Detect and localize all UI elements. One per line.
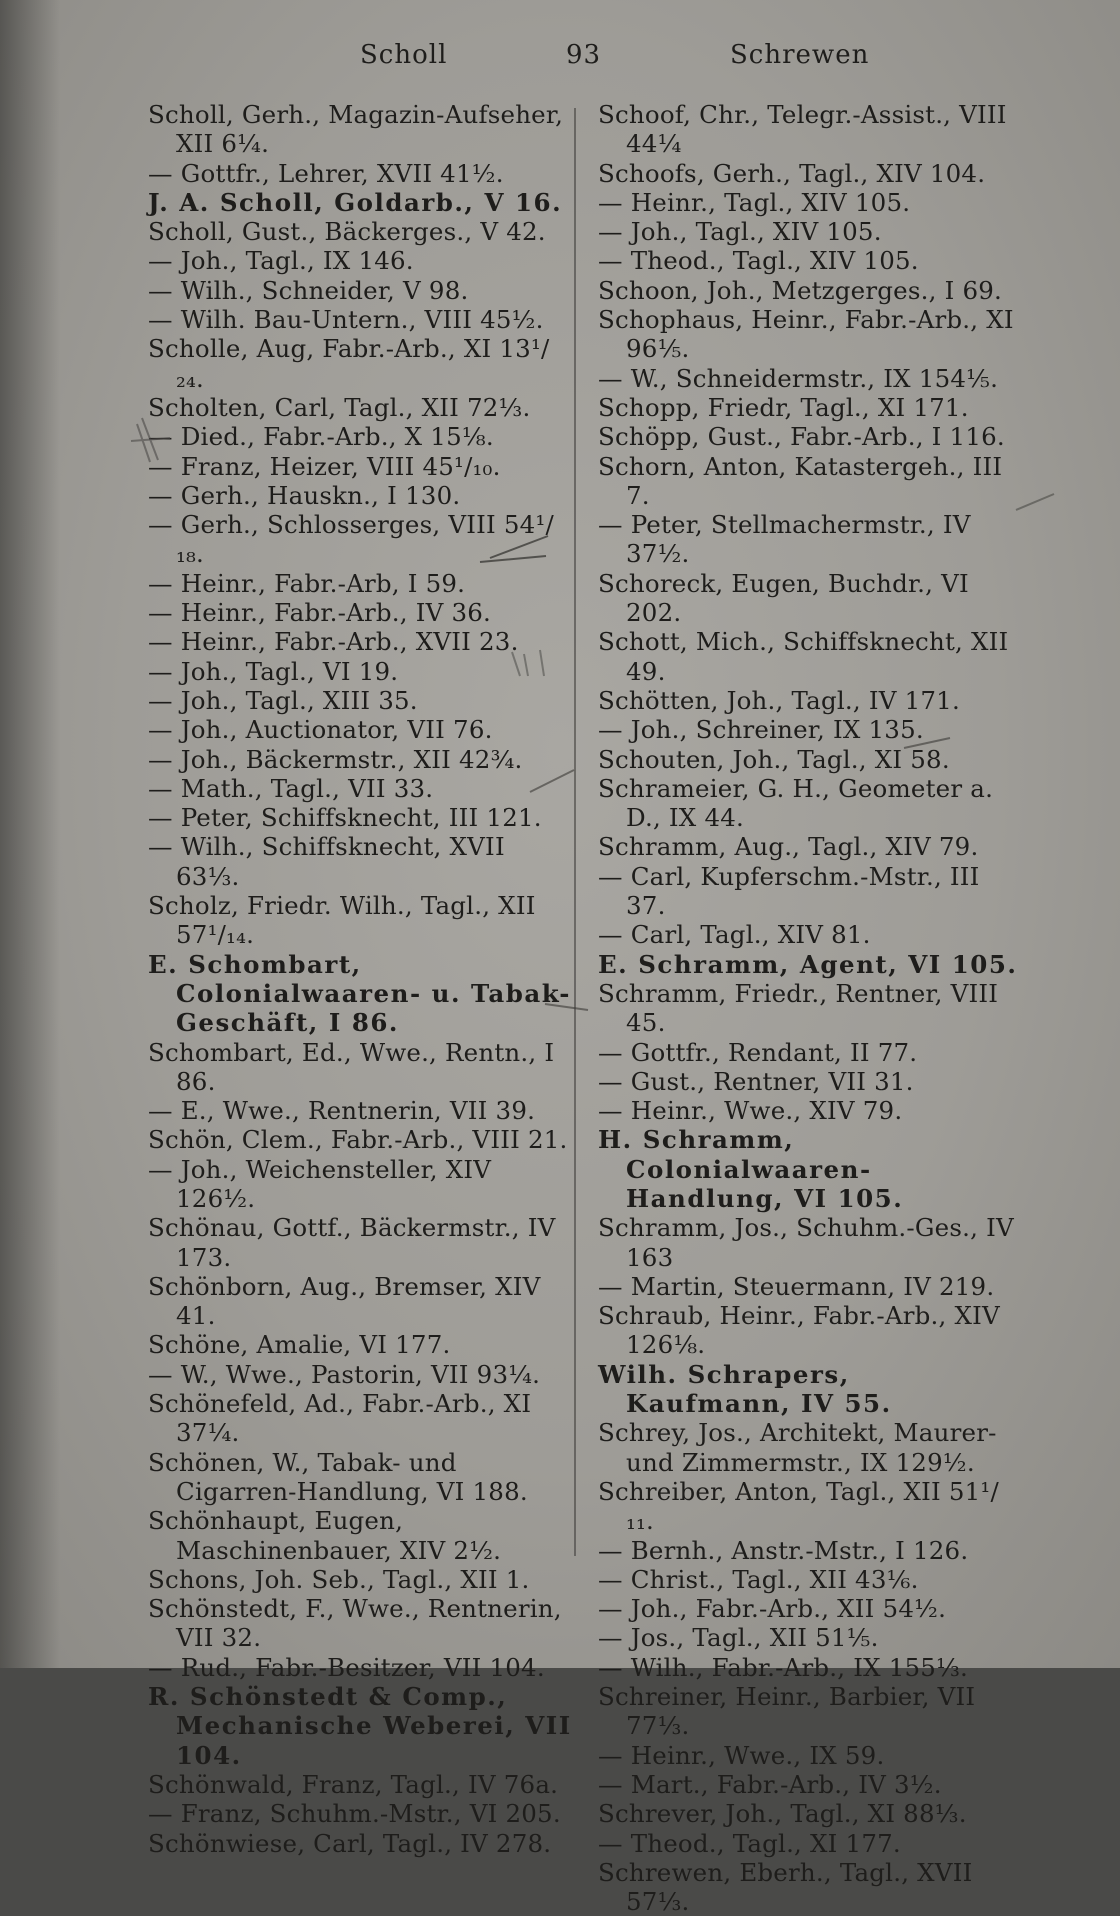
directory-entry: Schouten, Joh., Tagl., XI 58.	[598, 744, 950, 774]
directory-entry: — Math., Tagl., VII 33.	[148, 773, 434, 803]
directory-entry: H. Schramm, Colonialwaaren-Handlung, VI 105.	[598, 1125, 904, 1213]
directory-entry: — Wilh., Schneider, V 98.	[148, 275, 469, 305]
directory-entry: Schönhaupt, Eugen, Maschinenbauer, XIV 2½.	[148, 1506, 502, 1565]
directory-entry: Schönwald, Franz, Tagl., IV 76a.	[148, 1769, 559, 1799]
directory-entry: — Joh., Tagl., XIII 35.	[148, 685, 418, 715]
directory-entry: — Joh., Weichensteller, XIV 126½.	[148, 1154, 492, 1213]
directory-entry: — Carl, Tagl., XIV 81.	[598, 920, 871, 950]
directory-entry: — Died., Fabr.-Arb., X 15⅛.	[148, 422, 494, 452]
directory-entry: Schönwiese, Carl, Tagl., IV 278.	[148, 1828, 552, 1858]
directory-entry: Schöne, Amalie, VI 177.	[148, 1330, 451, 1360]
directory-entry: Schoon, Joh., Metzgerges., I 69.	[598, 275, 1003, 305]
directory-entry: Schrewen, Eberh., Tagl., XVII 57⅓.	[598, 1857, 973, 1916]
directory-entry: — Heinr., Fabr.-Arb., XVII 23.	[148, 627, 519, 657]
directory-entry: E. Schombart, Colonialwaaren- u. Tabak-Geschäft, I 86.	[148, 949, 571, 1038]
directory-entry: Scholl, Gust., Bäckerges., V 42.	[148, 217, 546, 247]
directory-entry: — Heinr., Fabr.-Arb., IV 36.	[148, 598, 492, 628]
directory-entry: Scholl, Gerh., Magazin-Aufseher, XII 6¼.	[148, 100, 564, 159]
directory-entry: — W., Wwe., Pastorin, VII 93¼.	[148, 1359, 541, 1389]
directory-entry: — W., Schneidermstr., IX 154⅕.	[598, 363, 999, 393]
directory-entry: Schreiber, Anton, Tagl., XII 51¹/₁₁.	[598, 1476, 999, 1536]
directory-entry: E. Schramm, Agent, VI 105.	[598, 949, 1018, 979]
directory-entry: Schramm, Friedr., Rentner, VIII 45.	[598, 978, 999, 1038]
directory-entry: Schönstedt, F., Wwe., Rentnerin, VII 32.	[148, 1594, 562, 1653]
pencil-tick-right-2	[1016, 494, 1054, 510]
directory-entry: Schönen, W., Tabak- und Cigarren-Handlung, VI 188.	[148, 1447, 528, 1506]
directory-entry: — Gerh., Schlosserges, VIII 54¹/₁₈.	[148, 510, 554, 569]
directory-entry: — Martin, Steuermann, IV 219.	[598, 1271, 995, 1301]
directory-entry: — Mart., Fabr.-Arb., IV 3½.	[598, 1769, 942, 1799]
directory-entry: — Joh., Tagl., IX 146.	[148, 246, 414, 276]
directory-entry: — Christ., Tagl., XII 43⅙.	[598, 1564, 919, 1594]
directory-entry: Scholten, Carl, Tagl., XII 72⅓.	[148, 392, 531, 422]
directory-entry: — Theod., Tagl., XIV 105.	[598, 246, 919, 276]
directory-entry: Schott, Mich., Schiffsknecht, XII 49.	[598, 627, 1009, 686]
directory-entry: Schötten, Joh., Tagl., IV 171.	[598, 685, 960, 715]
directory-entry: — Joh., Auctionator, VII 76.	[148, 715, 493, 745]
left-column	[148, 100, 576, 1858]
directory-entry: — Joh., Tagl., XIV 105.	[598, 217, 882, 247]
spine-shadow	[0, 0, 60, 1668]
directory-entry: — Wilh., Fabr.-Arb., IX 155⅓.	[598, 1652, 969, 1682]
directory-entry: Schrey, Jos., Architekt, Maurer- und Zimmermstr., IX 129½.	[598, 1418, 997, 1477]
directory-entry: Schönborn, Aug., Bremser, XIV 41.	[148, 1271, 541, 1331]
directory-entry: Schraub, Heinr., Fabr.-Arb., XIV 126⅛.	[598, 1301, 1000, 1360]
directory-entry: Wilh. Schrapers, Kaufmann, IV 55.	[598, 1359, 892, 1419]
directory-entry: — Wilh. Bau-Untern., VIII 45½.	[148, 305, 544, 335]
directory-entry: Scholle, Aug, Fabr.-Arb., XI 13¹/₂₄.	[148, 334, 550, 393]
directory-entry: — Jos., Tagl., XII 51⅕.	[598, 1623, 879, 1653]
directory-entry: Schrever, Joh., Tagl., XI 88⅓.	[598, 1799, 967, 1829]
directory-entry: — Gerh., Hauskn., I 130.	[148, 480, 461, 510]
header-left-keyword: Scholl	[360, 40, 448, 70]
directory-entry: Schönefeld, Ad., Fabr.-Arb., XI 37¼.	[148, 1389, 532, 1448]
directory-entry: Schorn, Anton, Katastergeh., III 7.	[598, 451, 1003, 510]
directory-entry: Schön, Clem., Fabr.-Arb., VIII 21.	[148, 1125, 568, 1155]
directory-entry: — Heinr., Wwe., IX 59.	[598, 1740, 885, 1770]
directory-entry: — Joh., Schreiner, IX 135.	[598, 715, 924, 745]
directory-entry: — Bernh., Anstr.-Mstr., I 126.	[598, 1535, 969, 1565]
directory-entry: Schöpp, Gust., Fabr.-Arb., I 116.	[598, 422, 1005, 452]
directory-entry: Schons, Joh. Seb., Tagl., XII 1.	[148, 1564, 530, 1594]
directory-entry: — Carl, Kupferschm.-Mstr., III 37.	[598, 861, 980, 921]
directory-entry: — Franz, Heizer, VIII 45¹/₁₀.	[148, 451, 501, 481]
directory-entry: Schramm, Jos., Schuhm.-Ges., IV 163	[598, 1213, 1014, 1272]
directory-entry: Schramm, Aug., Tagl., XIV 79.	[598, 832, 979, 862]
directory-entry: — Heinr., Tagl., XIV 105.	[598, 187, 911, 217]
header-right-keyword: Schrewen	[730, 40, 870, 70]
directory-entry: — Peter, Stellmachermstr., IV 37½.	[598, 510, 971, 569]
directory-entry: — E., Wwe., Rentnerin, VII 39.	[148, 1096, 536, 1126]
directory-entry: — Gottfr., Lehrer, XVII 41½.	[148, 158, 504, 188]
directory-entry: J. A. Scholl, Goldarb., V 16.	[148, 187, 563, 217]
directory-entry: — Theod., Tagl., XI 177.	[598, 1828, 901, 1858]
directory-entry: — Heinr., Wwe., XIV 79.	[598, 1096, 903, 1126]
directory-entry: — Franz, Schuhm.-Mstr., VI 205.	[148, 1799, 561, 1829]
directory-entry: Schönau, Gottf., Bäckermstr., IV 173.	[148, 1213, 556, 1272]
directory-entry: — Heinr., Fabr.-Arb, I 59.	[148, 568, 466, 598]
directory-entry: — Joh., Tagl., VI 19.	[148, 656, 399, 686]
directory-entry: R. Schönstedt & Comp., Mechanische Weberei, VII 104.	[148, 1682, 572, 1770]
directory-entry: — Wilh., Schiffsknecht, XVII 63⅓.	[148, 832, 505, 891]
directory-entry: — Gust., Rentner, VII 31.	[598, 1066, 914, 1096]
directory-entry: — Joh., Fabr.-Arb., XII 54½.	[598, 1594, 947, 1624]
directory-entry: Schoofs, Gerh., Tagl., XIV 104.	[598, 158, 986, 188]
directory-entry: Scholz, Friedr. Wilh., Tagl., XII 57¹/₁₄.	[148, 891, 536, 950]
right-column	[598, 100, 1018, 1916]
directory-entry: — Joh., Bäckermstr., XII 42¾.	[148, 744, 523, 774]
directory-entry: Schoof, Chr., Telegr.-Assist., VIII 44¼	[598, 100, 1007, 159]
page-number: 93	[566, 40, 602, 70]
directory-entry: Schopp, Friedr, Tagl., XI 171.	[598, 392, 969, 422]
directory-entry: — Rud., Fabr.-Besitzer, VII 104.	[148, 1652, 545, 1682]
directory-entry: Schreiner, Heinr., Barbier, VII 77⅓.	[598, 1682, 976, 1741]
directory-entry: — Peter, Schiffsknecht, III 121.	[148, 803, 542, 833]
directory-entry: Schoreck, Eugen, Buchdr., VI 202.	[598, 568, 969, 628]
directory-entry: Schrameier, G. H., Geometer a. D., IX 44.	[598, 773, 994, 833]
running-header	[0, 40, 1120, 80]
directory-entry: Schombart, Ed., Wwe., Rentn., I 86.	[148, 1037, 555, 1096]
directory-entry: Schophaus, Heinr., Fabr.-Arb., XI 96⅕.	[598, 305, 1014, 364]
directory-entry: — Gottfr., Rendant, II 77.	[598, 1037, 918, 1067]
